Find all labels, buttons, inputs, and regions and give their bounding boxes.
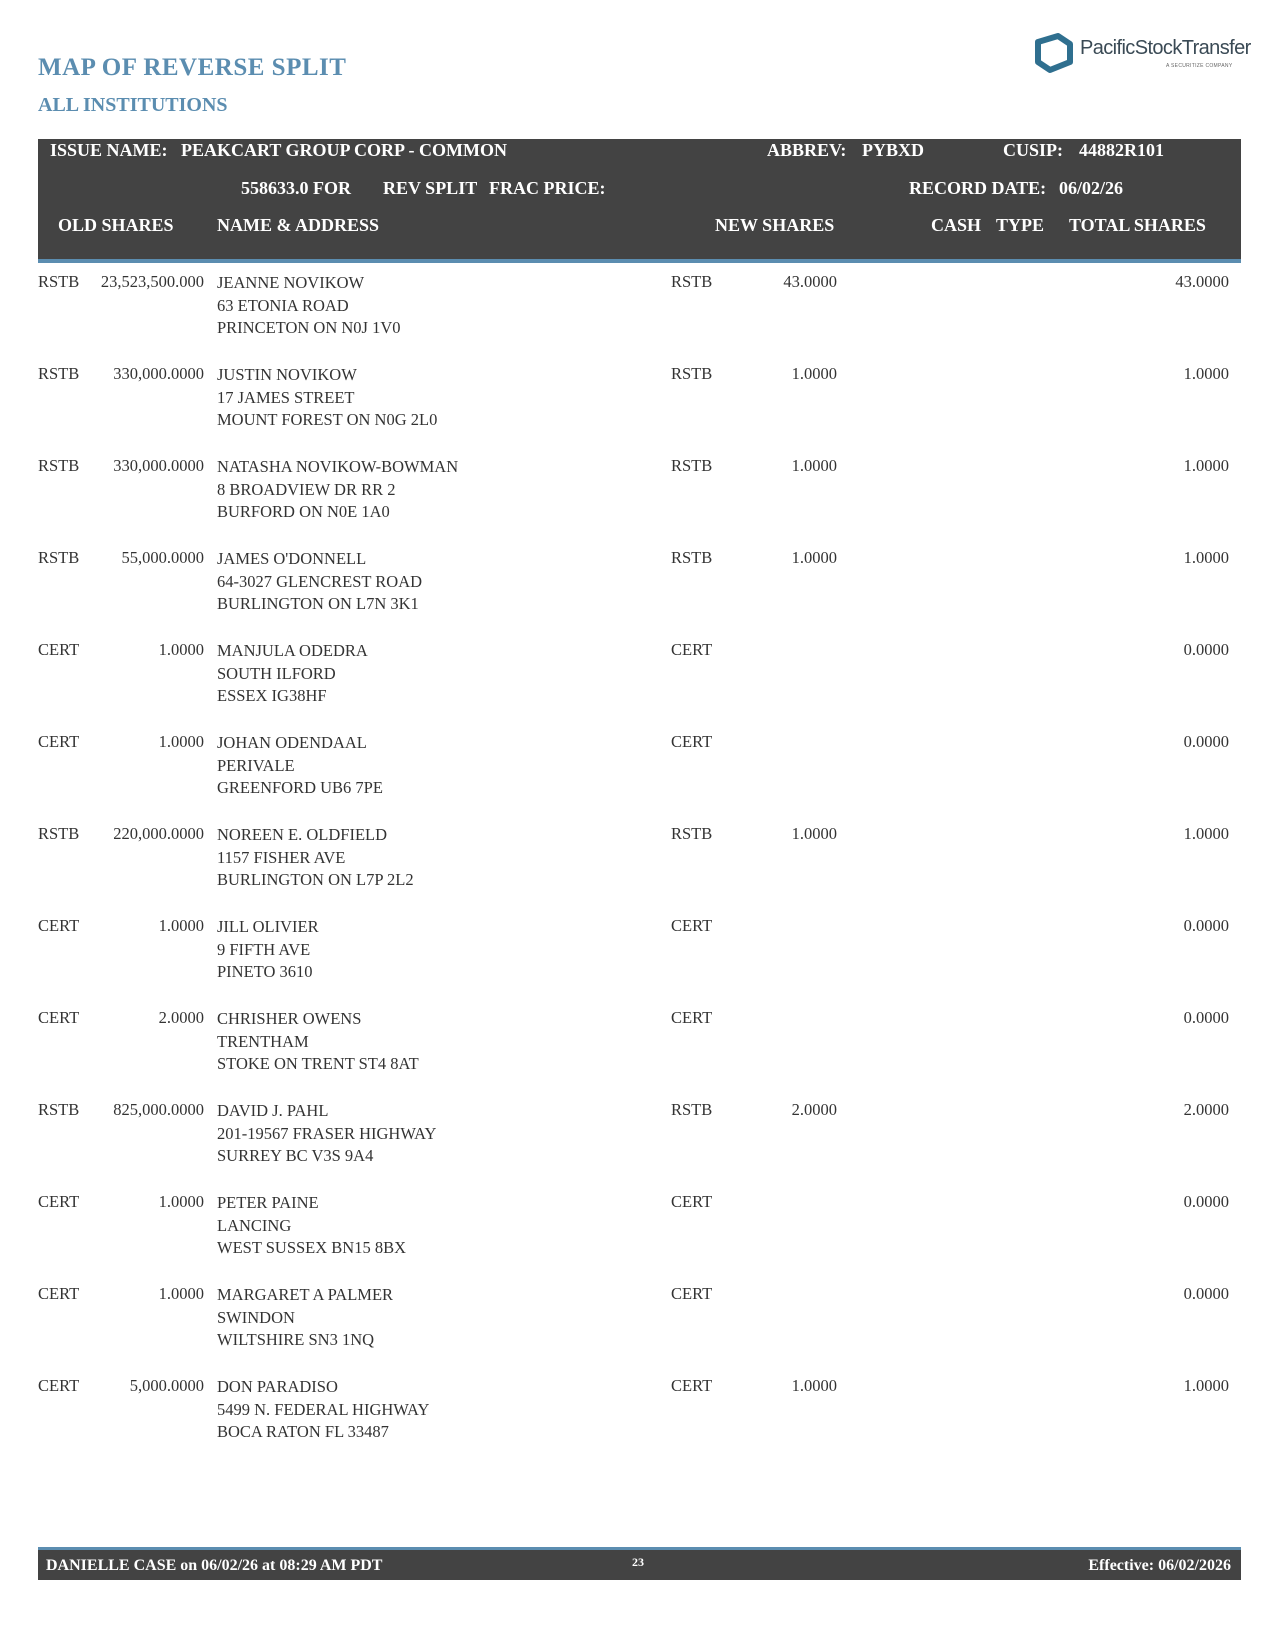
total-shares: 0.0000 (1183, 640, 1229, 659)
cusip-label: CUSIP: (1003, 140, 1064, 160)
old-shares: 825,000.0000 (113, 1100, 204, 1119)
total-shares: 0.0000 (1183, 1284, 1229, 1303)
old-shares: 55,000.0000 (121, 548, 204, 567)
col-type: TYPE (996, 215, 1045, 235)
name-address (217, 272, 401, 340)
new-holding-type: RSTB (671, 272, 713, 291)
address-line-2: BURLINGTON ON L7P 2L2 (217, 870, 414, 889)
cusip-value: 44882R101 (1079, 140, 1164, 160)
address-line-2: WEST SUSSEX BN15 8BX (217, 1238, 407, 1257)
issue-name: PEAKCART GROUP CORP - COMMON (181, 140, 508, 160)
logo-text: PacificStockTransfer (1080, 37, 1251, 59)
total-shares: 1.0000 (1183, 364, 1229, 383)
table-row (0, 1284, 1275, 1376)
record-date-value: 06/02/26 (1059, 178, 1124, 198)
new-shares: 2.0000 (791, 1100, 837, 1119)
holder-name: CHRISHER OWENS (217, 1009, 362, 1028)
holder-name: DAVID J. PAHL (217, 1101, 329, 1120)
report-subtitle: ALL INSTITUTIONS (38, 94, 228, 116)
table-row (0, 640, 1275, 732)
abbrev-value: PYBXD (862, 140, 924, 160)
address-line-1: PERIVALE (217, 755, 295, 775)
col-old-shares: OLD SHARES (58, 215, 174, 235)
holder-name: JUSTIN NOVIKOW (217, 365, 357, 384)
address-line-2: GREENFORD UB6 7PE (217, 778, 383, 797)
holding-type: RSTB (38, 272, 80, 291)
name-address (217, 916, 319, 984)
holding-type: CERT (38, 1284, 80, 1303)
name-address (217, 1008, 419, 1076)
frac-price-label: FRAC PRICE: (489, 178, 606, 198)
new-shares: 1.0000 (791, 548, 837, 567)
page-footer (38, 1547, 1241, 1580)
new-holding-type: RSTB (671, 824, 713, 843)
total-shares: 0.0000 (1183, 1008, 1229, 1027)
address-line-1: TRENTHAM (217, 1031, 309, 1051)
old-shares: 1.0000 (158, 732, 204, 751)
address-line-2: BOCA RATON FL 33487 (217, 1422, 389, 1441)
name-address (217, 1284, 393, 1352)
holder-name: MARGARET A PALMER (217, 1285, 394, 1304)
old-shares: 1.0000 (158, 916, 204, 935)
table-row (0, 456, 1275, 548)
name-address (217, 824, 414, 892)
new-holding-type: CERT (671, 640, 713, 659)
address-line-1: 63 ETONIA ROAD (217, 295, 349, 315)
total-shares: 0.0000 (1183, 916, 1229, 935)
name-address (217, 364, 437, 432)
address-line-2: PINETO 3610 (217, 962, 313, 981)
holder-name: DON PARADISO (217, 1377, 338, 1396)
total-shares: 1.0000 (1183, 1376, 1229, 1395)
total-shares: 43.0000 (1175, 272, 1229, 291)
address-line-2: MOUNT FOREST ON N0G 2L0 (217, 410, 438, 429)
page-number: 23 (632, 1555, 644, 1569)
address-line-1: SOUTH ILFORD (217, 663, 336, 683)
address-line-1: LANCING (217, 1215, 292, 1235)
address-line-1: 17 JAMES STREET (217, 387, 355, 407)
col-new-shares: NEW SHARES (715, 215, 835, 235)
record-date-label: RECORD DATE: (909, 178, 1047, 198)
address-line-1: 1157 FISHER AVE (217, 847, 346, 867)
old-shares: 1.0000 (158, 1284, 204, 1303)
new-holding-type: CERT (671, 732, 713, 751)
address-line-1: 201-19567 FRASER HIGHWAY (217, 1123, 437, 1143)
new-holding-type: CERT (671, 1376, 713, 1395)
holding-type: CERT (38, 640, 80, 659)
holder-name: JOHAN ODENDAAL (217, 733, 367, 752)
holding-type: CERT (38, 1192, 80, 1211)
address-line-1: 8 BROADVIEW DR RR 2 (217, 479, 396, 499)
name-address (217, 732, 383, 800)
total-shares: 0.0000 (1183, 1192, 1229, 1211)
holding-type: CERT (38, 916, 80, 935)
old-shares: 23,523,500.000 (100, 272, 204, 291)
logo-subtext: A SECURITIZE COMPANY (1166, 63, 1233, 69)
issue-name-label: ISSUE NAME: (50, 140, 168, 160)
effective-date: Effective: 06/02/2026 (1088, 1557, 1231, 1574)
new-shares: 1.0000 (791, 824, 837, 843)
user-stamp: DANIELLE CASE on 06/02/26 at 08:29 AM PDT (46, 1557, 383, 1574)
new-holding-type: RSTB (671, 1100, 713, 1119)
holder-name: JILL OLIVIER (217, 917, 319, 936)
old-shares: 330,000.0000 (113, 364, 204, 383)
new-shares: 1.0000 (791, 364, 837, 383)
rev-split-label: REV SPLIT (383, 178, 478, 198)
address-line-2: STOKE ON TRENT ST4 8AT (217, 1054, 419, 1073)
total-shares: 1.0000 (1183, 548, 1229, 567)
old-shares: 330,000.0000 (113, 456, 204, 475)
holder-name: NATASHA NOVIKOW-BOWMAN (217, 457, 459, 476)
holding-type: CERT (38, 1008, 80, 1027)
total-shares: 1.0000 (1183, 456, 1229, 475)
new-holding-type: RSTB (671, 364, 713, 383)
address-line-2: BURFORD ON N0E 1A0 (217, 502, 390, 521)
table-row (0, 272, 1275, 364)
address-line-2: PRINCETON ON N0J 1V0 (217, 318, 401, 337)
new-shares: 1.0000 (791, 1376, 837, 1395)
holding-type: RSTB (38, 364, 80, 383)
table-row (0, 1008, 1275, 1100)
old-shares: 1.0000 (158, 640, 204, 659)
holder-name: JAMES O'DONNELL (217, 549, 367, 568)
new-holding-type: CERT (671, 1008, 713, 1027)
table-row (0, 1100, 1275, 1192)
col-name-address: NAME & ADDRESS (217, 215, 380, 235)
address-line-1: 64-3027 GLENCREST ROAD (217, 571, 423, 591)
holder-name: MANJULA ODEDRA (217, 641, 368, 660)
old-shares: 220,000.0000 (113, 824, 204, 843)
name-address (217, 456, 458, 524)
table-row (0, 548, 1275, 640)
table-row (0, 1376, 1275, 1468)
new-holding-type: CERT (671, 1284, 713, 1303)
total-shares: 1.0000 (1183, 824, 1229, 843)
new-shares: 1.0000 (791, 456, 837, 475)
holder-name: PETER PAINE (217, 1193, 319, 1212)
address-line-2: ESSEX IG38HF (217, 686, 327, 705)
split-ratio: 558633.0 FOR (241, 178, 351, 198)
table-row (0, 364, 1275, 456)
holder-name: NOREEN E. OLDFIELD (217, 825, 388, 844)
table-row (0, 916, 1275, 1008)
table-header (38, 139, 1241, 263)
holding-type: RSTB (38, 456, 80, 475)
address-line-2: BURLINGTON ON L7N 3K1 (217, 594, 419, 613)
total-shares: 2.0000 (1183, 1100, 1229, 1119)
table-row (0, 732, 1275, 824)
new-holding-type: CERT (671, 1192, 713, 1211)
address-line-1: 5499 N. FEDERAL HIGHWAY (217, 1399, 430, 1419)
old-shares: 5,000.0000 (129, 1376, 204, 1395)
table-row (0, 824, 1275, 916)
report-title: MAP OF REVERSE SPLIT (38, 54, 347, 81)
new-holding-type: RSTB (671, 548, 713, 567)
old-shares: 1.0000 (158, 1192, 204, 1211)
holding-type: RSTB (38, 824, 80, 843)
new-holding-type: RSTB (671, 456, 713, 475)
new-shares: 43.0000 (783, 272, 837, 291)
company-logo (1032, 32, 1251, 74)
name-address (217, 1376, 429, 1444)
total-shares: 0.0000 (1183, 732, 1229, 751)
holder-name: JEANNE NOVIKOW (217, 273, 365, 292)
logo-mark-icon (1032, 32, 1074, 74)
name-address (217, 1192, 406, 1260)
holding-type: RSTB (38, 548, 80, 567)
table-row (0, 1192, 1275, 1284)
new-holding-type: CERT (671, 916, 713, 935)
address-line-2: WILTSHIRE SN3 1NQ (217, 1330, 375, 1349)
holding-type: CERT (38, 732, 80, 751)
abbrev-label: ABBREV: (767, 140, 847, 160)
col-total-shares: TOTAL SHARES (1069, 215, 1206, 235)
name-address (217, 1100, 436, 1168)
old-shares: 2.0000 (158, 1008, 204, 1027)
name-address (217, 640, 368, 708)
holding-type: RSTB (38, 1100, 80, 1119)
address-line-1: 9 FIFTH AVE (217, 939, 311, 959)
address-line-2: SURREY BC V3S 9A4 (217, 1146, 374, 1165)
holding-type: CERT (38, 1376, 80, 1395)
col-cash: CASH (931, 215, 982, 235)
address-line-1: SWINDON (217, 1307, 295, 1327)
name-address (217, 548, 422, 616)
